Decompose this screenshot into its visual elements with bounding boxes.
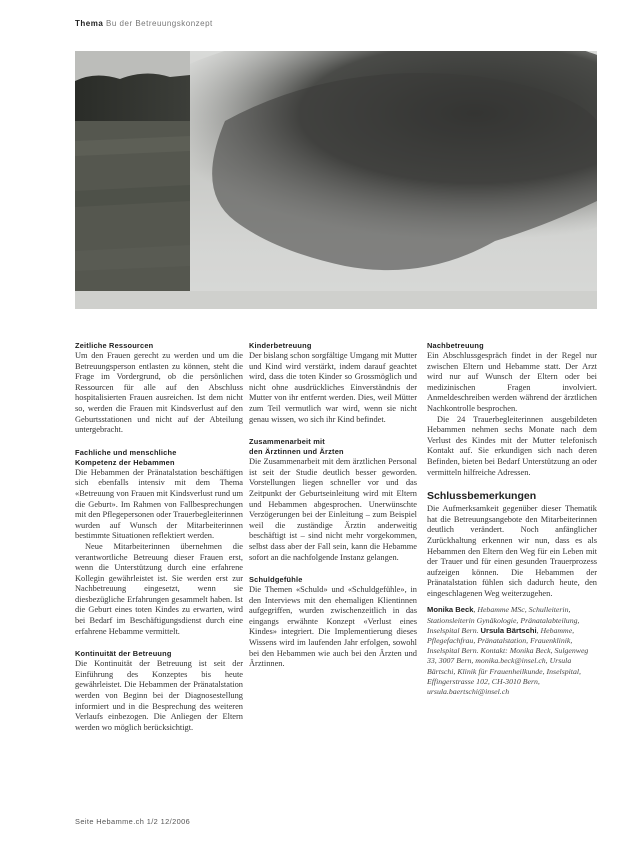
text-column-3: [427, 341, 597, 697]
paragraph: Die Kontinuität der Betreuung ist seit der Einführung des Konzeptes bis heute gewährleistet. Die Hebammen der Pränatalstation werden von Beginn bei der Diagnosestellung informiert und in die Besprechung des weiteren Verlaufs einbezogen. Die Anliegen der Eltern werden wo möglich berücksichtigt.: [75, 659, 243, 732]
page-footer: Seite Hebamme.ch 1/2 12/2006: [75, 817, 191, 826]
author-bio: , Hebamme, Pflegefachfrau, Pränatalstation, Frauenklinik, Inselspital Bern. Kontakt: Monika Beck, Sulgenweg 33, 3007 Bern, monika.beck@insel.ch, Ursula Bärtschi, Klinik für Frauenheilkunde, Inselspital, Effingerstrasse 102, CH-3010 Bern, ursula.baertschi@insel.ch: [427, 625, 589, 697]
paragraph: Der bislang schon sorgfältige Umgang mit Mutter und Kind wird verstärkt, indem darauf geachtet wird, dass die toten Kinder so Grossmöglich und nicht ohne ausdrückliches Einverständnis der Mutter von ihr entfernt werden. Dies, weil Mütter zum Teil vermutlich war wird, wenn sie nicht genau wissen, wo sich ihr Kind befindet.: [249, 351, 417, 424]
paragraph: Die 24 Trauerbegleiterinnen ausgebildeten Hebammen nehmen sechs Monate nach dem Verlust des Kindes mit der Mutter telefonisch Kontakt auf. Sie erkundigen sich nach deren Befinden, bieten bei Bedarf Unterstützung an oder vermitteln hilfreiche Adressen.: [427, 414, 597, 477]
conclusion-box: [427, 490, 597, 599]
section-heading: Kontinuität der Betreuung: [75, 649, 172, 659]
author-name: Monika Beck: [427, 605, 474, 615]
section-heading: Kompetenz der Hebammen: [75, 457, 175, 467]
paragraph: Die Zusammenarbeit mit dem ärztlichen Personal ist seit der Studie deutlich besser geworden. Vorstellungen liegen schneller vor und das Zeitpunkt der Geburtseinleitung wird mit Eltern und Hebammen abgesprochen. Unerwünschte Verzögerungen bei der Einleitung – zum Beispiel weil die zuständige Ärztin anderweitig beschäftigt ist – sind nicht mehr vorgekommen, selbst dass aber der Fall sein, kann die Hebamme sofort an die nachfolgende Instanz gelangen.: [249, 457, 417, 562]
author-bio: , Hebamme MSc, Schulleiterin, Stationsleiterin Gynäkologie, Pränatalabteilung, Inselspital Bern.: [427, 605, 580, 635]
author-info: [427, 605, 597, 697]
section-heading: Schuldgefühle: [249, 575, 303, 585]
paragraph: Ein Abschlussgespräch findet in der Regel nur zwischen Eltern und Hebamme statt. Der Arzt wird nur auf Wunsch der Eltern oder bei medizinischen Fragen involviert. Anmeldeschreiben werden während der ärztlichen Nachkontrolle besprochen.: [427, 351, 597, 413]
paragraph: Um den Frauen gerecht zu werden und um die Betreuungsperson entlasten zu können, steht die Frage im Vordergrund, ob die persönlichen Ressourcen für alle auf den Abschluss hospitalisierten Frauen ausreichen. Ist dem nicht so, werden die Frauen mit Kindsverlust auf den Geburtsstationen und nicht auf der Abteilung untergebracht.: [75, 351, 243, 435]
section-heading: Zusammenarbeit mit: [249, 437, 325, 447]
section-heading: Kinderbetreuung: [249, 341, 312, 350]
section-heading: den Ärztinnen und Ärzten: [249, 447, 344, 457]
paragraph: Die Themen «Schuld» und «Schuldgefühle», in den Interviews mit den ehemaligen Klientinnen aufgegriffen, wurden zwischenzeitlich in das eingangs erwähnte Konzept «Verlust eines Kindes» integriert. Die Implementierung dieses Wissens wird im laufenden Jahr erfolgen, sowohl bei den Hebammen wie auch bei den Ärzten und Ärztinnen.: [249, 585, 417, 669]
text-column-1: [75, 341, 243, 733]
author-name: Ursula Bärtschi: [480, 625, 537, 635]
running-head-theme: Thema: [75, 19, 104, 28]
paragraph: Neue Mitarbeiterinnen übernehmen die verantwortliche Betreuung dieser Frauen erst, wenn die Unterstützung durch eine erfahrene Kollegin gewährleistet ist. Sie werden erst zur Nachbetreuung eingesetzt, wenn sie diesbezügliche Erfahrungen gesammelt haben. Ist die Geburt eines toten Kindes zu erwarten, wird bei Bedarf im Beschäftigungsdienst durch eine erfahrene Hebamme vermittelt.: [75, 541, 243, 636]
storm-cloud-photo: [75, 51, 597, 309]
paragraph: Die Hebammen der Pränatalstation beschäftigen sich ebenfalls intensiv mit dem Thema «Betreuung von Frauen mit Kindsverlust rund um die Geburt». Im Rahmen von Fallbesprechungen mit den Pflegepersonen oder Trauerbegleiterinnen wurden auf Wunsch der Mitarbeiterinnen bestimmte Situationen reflektiert werden.: [75, 467, 243, 541]
conclusion-title: Schlussbemerkungen: [427, 490, 537, 503]
section-heading: Fachliche und menschliche: [75, 447, 177, 457]
section-heading: Zeitliche Ressourcen: [75, 341, 154, 350]
section-heading: Nachbetreuung: [427, 341, 484, 350]
paragraph: Die Aufmerksamkeit gegenüber dieser Thematik hat die Betreuungsangebote den Mitarbeiterinnen deutlich verändert. Noch anfänglicher Zurückhaltung erkennen wir nun, dass es als Hebammen den Eltern den Weg für ein Leben mit der Trauer und für einen gesunden Trauerprozess aufzeigen können. Die Hebammen der Pränatalstation fühlen sich dadurch heute, den eingeschlagenen Weg weiterzugehen.: [427, 504, 597, 598]
running-head: [75, 19, 213, 28]
running-head-topic: Bu der Betreuungskonzept: [106, 19, 213, 28]
text-column-2: [249, 341, 417, 670]
